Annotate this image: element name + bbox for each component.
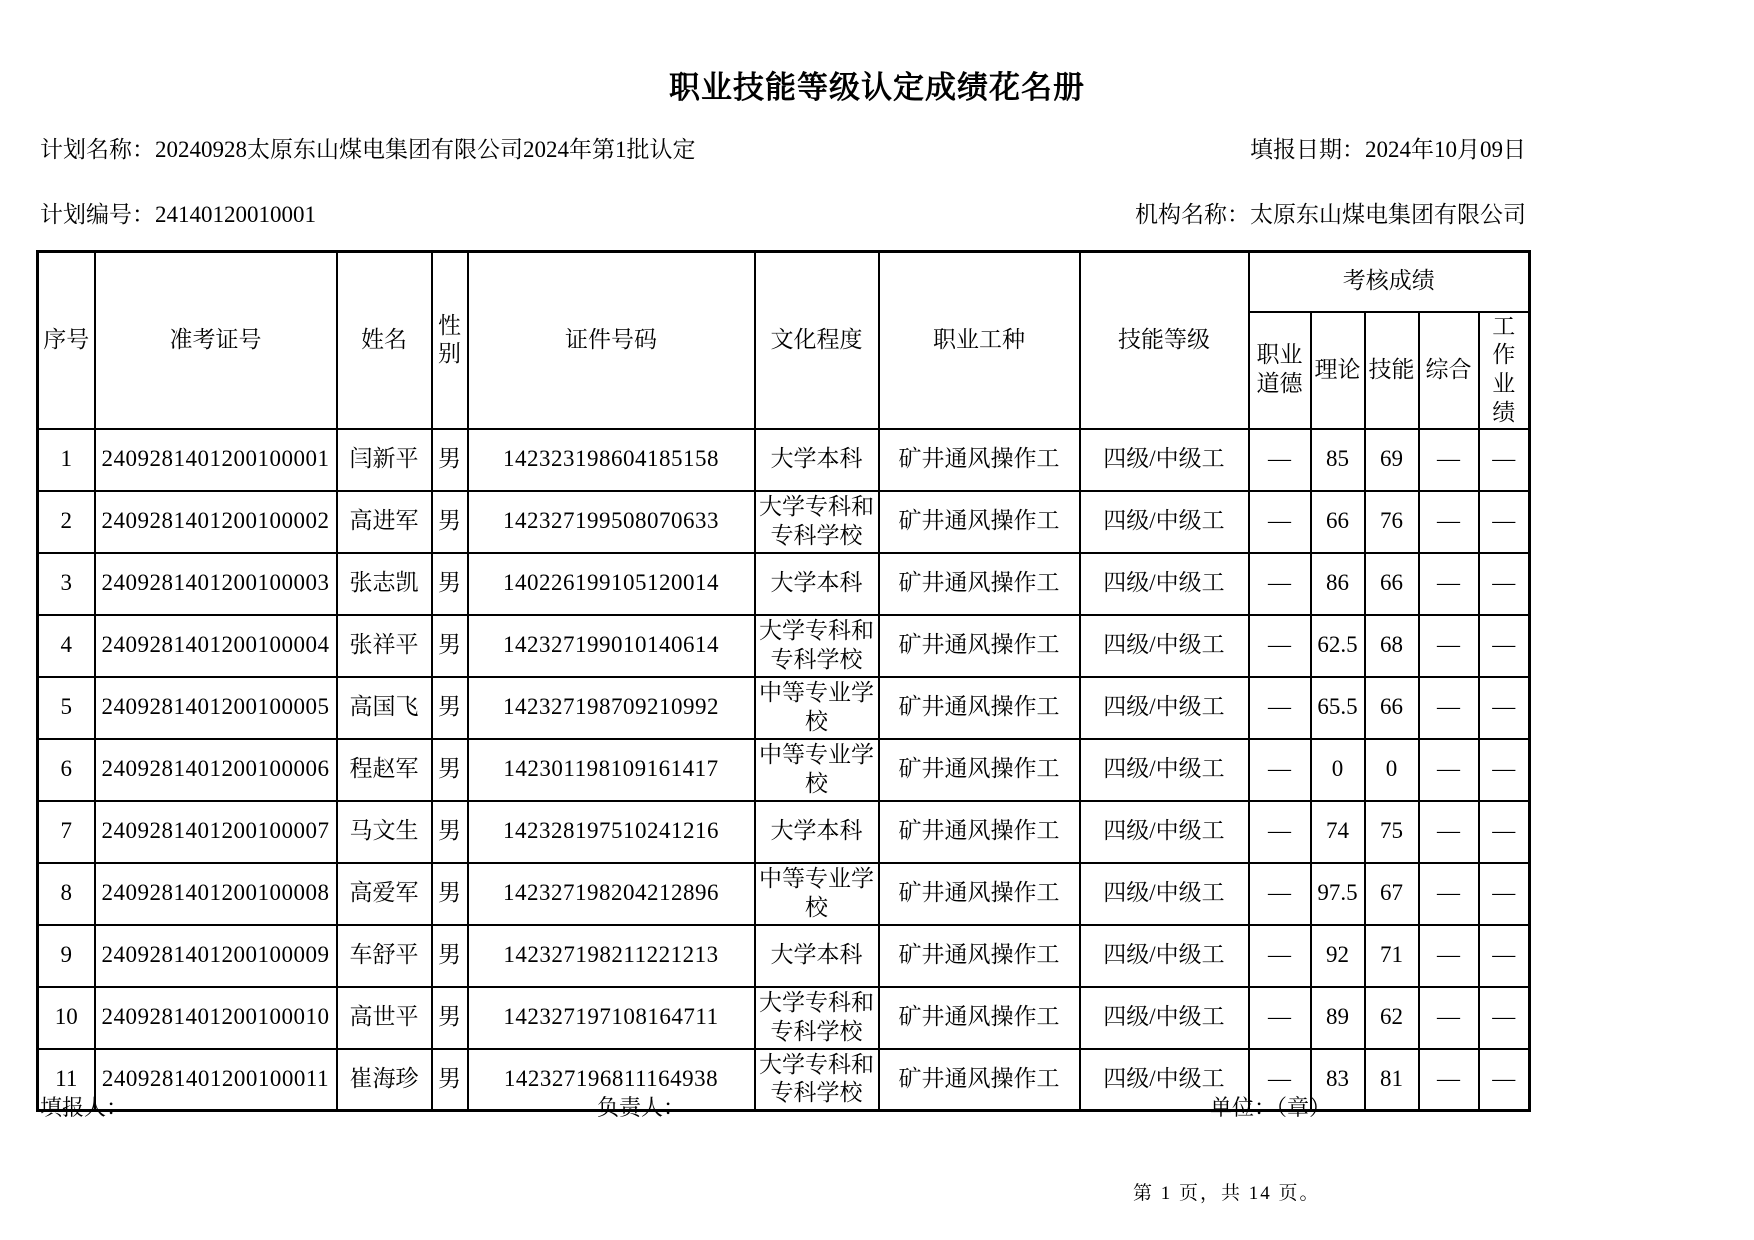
- plan-code: [40, 200, 316, 230]
- cell-skill: 67: [1365, 863, 1419, 925]
- cell-work: —: [1479, 739, 1530, 801]
- header-score-work: 工作业绩: [1479, 312, 1530, 429]
- plan-code-label: 计划编号：: [40, 202, 155, 227]
- cell-gender: 男: [432, 925, 468, 987]
- table-row: [38, 925, 1530, 987]
- header-occupation: 职业工种: [879, 252, 1080, 429]
- cell-name: 张志凯: [337, 553, 432, 615]
- cell-id_no: 142301198109161417: [468, 739, 755, 801]
- cell-skill: 68: [1365, 615, 1419, 677]
- cell-education: 中等专业学校: [755, 863, 879, 925]
- filler-label: 填报人：: [40, 1095, 129, 1120]
- cell-comprehensive: —: [1419, 1049, 1479, 1111]
- table-row: [38, 739, 1530, 801]
- cell-seq: 1: [38, 429, 95, 491]
- cell-skill: 0: [1365, 739, 1419, 801]
- header-row-top: [38, 252, 1530, 312]
- table-row: [38, 491, 1530, 553]
- cell-skill_level: 四级/中级工: [1080, 615, 1249, 677]
- cell-work: —: [1479, 677, 1530, 739]
- header-score-theory: 理论: [1311, 312, 1365, 429]
- cell-ethics: —: [1249, 987, 1311, 1049]
- cell-exam_no: 2409281401200100003: [95, 553, 337, 615]
- cell-exam_no: 2409281401200100009: [95, 925, 337, 987]
- meta-row-1: [40, 135, 1526, 165]
- cell-id_no: 142327196811164938: [468, 1049, 755, 1111]
- cell-occupation: 矿井通风操作工: [879, 429, 1080, 491]
- roster-table-body: [38, 429, 1530, 1111]
- header-score-ethics: 职业道德: [1249, 312, 1311, 429]
- cell-name: 程赵军: [337, 739, 432, 801]
- cell-name: 车舒平: [337, 925, 432, 987]
- cell-occupation: 矿井通风操作工: [879, 491, 1080, 553]
- cell-id_no: 140226199105120014: [468, 553, 755, 615]
- cell-ethics: —: [1249, 863, 1311, 925]
- cell-seq: 3: [38, 553, 95, 615]
- cell-occupation: 矿井通风操作工: [879, 987, 1080, 1049]
- cell-occupation: 矿井通风操作工: [879, 739, 1080, 801]
- cell-gender: 男: [432, 615, 468, 677]
- plan-name: [40, 135, 696, 165]
- cell-ethics: —: [1249, 801, 1311, 863]
- cell-education: 大学本科: [755, 801, 879, 863]
- cell-skill_level: 四级/中级工: [1080, 863, 1249, 925]
- header-id-no: 证件号码: [468, 252, 755, 429]
- cell-id_no: 142327197108164711: [468, 987, 755, 1049]
- page-number-info: 第 1 页，共 14 页。: [1133, 1183, 1321, 1204]
- cell-gender: 男: [432, 677, 468, 739]
- cell-education: 大学专科和专科学校: [755, 491, 879, 553]
- header-score-comprehensive: 综合: [1419, 312, 1479, 429]
- cell-education: 大学专科和专科学校: [755, 615, 879, 677]
- cell-education: 中等专业学校: [755, 739, 879, 801]
- cell-work: —: [1479, 925, 1530, 987]
- cell-work: —: [1479, 863, 1530, 925]
- cell-name: 高爱军: [337, 863, 432, 925]
- cell-ethics: —: [1249, 677, 1311, 739]
- cell-skill_level: 四级/中级工: [1080, 801, 1249, 863]
- cell-education: 大学本科: [755, 553, 879, 615]
- table-row: [38, 615, 1530, 677]
- org-name-value: 太原东山煤电集团有限公司: [1250, 202, 1526, 227]
- cell-ethics: —: [1249, 491, 1311, 553]
- cell-comprehensive: —: [1419, 801, 1479, 863]
- cell-theory: 0: [1311, 739, 1365, 801]
- cell-education: 大学专科和专科学校: [755, 987, 879, 1049]
- cell-id_no: 142327199508070633: [468, 491, 755, 553]
- cell-exam_no: 2409281401200100007: [95, 801, 337, 863]
- cell-comprehensive: —: [1419, 863, 1479, 925]
- cell-education: 大学专科和专科学校: [755, 1049, 879, 1111]
- cell-id_no: 142323198604185158: [468, 429, 755, 491]
- cell-ethics: —: [1249, 553, 1311, 615]
- header-exam-no: 准考证号: [95, 252, 337, 429]
- cell-exam_no: 2409281401200100011: [95, 1049, 337, 1111]
- report-date: [1250, 135, 1526, 165]
- roster-table: [36, 250, 1531, 1112]
- report-date-label: 填报日期：: [1250, 137, 1365, 162]
- cell-name: 高进军: [337, 491, 432, 553]
- table-row: [38, 987, 1530, 1049]
- cell-work: —: [1479, 801, 1530, 863]
- cell-skill_level: 四级/中级工: [1080, 491, 1249, 553]
- plan-code-value: 24140120010001: [155, 202, 316, 227]
- cell-skill: 69: [1365, 429, 1419, 491]
- header-skill-level: 技能等级: [1080, 252, 1249, 429]
- cell-exam_no: 2409281401200100001: [95, 429, 337, 491]
- org-name: [1135, 200, 1526, 230]
- cell-skill: 75: [1365, 801, 1419, 863]
- table-row: [38, 863, 1530, 925]
- plan-name-value: 20240928太原东山煤电集团有限公司2024年第1批认定: [155, 137, 696, 162]
- cell-id_no: 142327199010140614: [468, 615, 755, 677]
- cell-theory: 85: [1311, 429, 1365, 491]
- cell-gender: 男: [432, 429, 468, 491]
- header-name: 姓名: [337, 252, 432, 429]
- report-date-value: 2024年10月09日: [1365, 137, 1526, 162]
- cell-comprehensive: —: [1419, 987, 1479, 1049]
- header-seq: 序号: [38, 252, 95, 429]
- cell-name: 马文生: [337, 801, 432, 863]
- cell-ethics: —: [1249, 429, 1311, 491]
- cell-theory: 97.5: [1311, 863, 1365, 925]
- header-score-skill: 技能: [1365, 312, 1419, 429]
- cell-occupation: 矿井通风操作工: [879, 677, 1080, 739]
- header-education: 文化程度: [755, 252, 879, 429]
- cell-exam_no: 2409281401200100008: [95, 863, 337, 925]
- cell-exam_no: 2409281401200100010: [95, 987, 337, 1049]
- cell-comprehensive: —: [1419, 739, 1479, 801]
- cell-seq: 2: [38, 491, 95, 553]
- table-row: [38, 553, 1530, 615]
- cell-ethics: —: [1249, 739, 1311, 801]
- cell-comprehensive: —: [1419, 429, 1479, 491]
- cell-comprehensive: —: [1419, 925, 1479, 987]
- cell-skill: 71: [1365, 925, 1419, 987]
- cell-exam_no: 2409281401200100004: [95, 615, 337, 677]
- cell-work: —: [1479, 429, 1530, 491]
- cell-theory: 74: [1311, 801, 1365, 863]
- cell-theory: 86: [1311, 553, 1365, 615]
- cell-occupation: 矿井通风操作工: [879, 801, 1080, 863]
- cell-theory: 62.5: [1311, 615, 1365, 677]
- cell-skill_level: 四级/中级工: [1080, 925, 1249, 987]
- cell-comprehensive: —: [1419, 677, 1479, 739]
- cell-work: —: [1479, 553, 1530, 615]
- cell-exam_no: 2409281401200100002: [95, 491, 337, 553]
- cell-work: —: [1479, 491, 1530, 553]
- cell-comprehensive: —: [1419, 553, 1479, 615]
- cell-theory: 65.5: [1311, 677, 1365, 739]
- cell-skill: 81: [1365, 1049, 1419, 1111]
- cell-comprehensive: —: [1419, 491, 1479, 553]
- cell-seq: 5: [38, 677, 95, 739]
- cell-seq: 10: [38, 987, 95, 1049]
- cell-name: 崔海珍: [337, 1049, 432, 1111]
- responsible-label: 负责人：: [597, 1095, 686, 1120]
- cell-gender: 男: [432, 1049, 468, 1111]
- cell-work: —: [1479, 615, 1530, 677]
- cell-skill_level: 四级/中级工: [1080, 429, 1249, 491]
- org-name-label: 机构名称：: [1135, 202, 1250, 227]
- cell-name: 张祥平: [337, 615, 432, 677]
- cell-skill_level: 四级/中级工: [1080, 677, 1249, 739]
- cell-work: —: [1479, 1049, 1530, 1111]
- cell-name: 高国飞: [337, 677, 432, 739]
- page-title: 职业技能等级认定成绩花名册: [669, 70, 1085, 105]
- cell-theory: 83: [1311, 1049, 1365, 1111]
- cell-occupation: 矿井通风操作工: [879, 553, 1080, 615]
- cell-ethics: —: [1249, 1049, 1311, 1111]
- cell-seq: 7: [38, 801, 95, 863]
- cell-id_no: 142327198204212896: [468, 863, 755, 925]
- cell-theory: 66: [1311, 491, 1365, 553]
- cell-skill_level: 四级/中级工: [1080, 739, 1249, 801]
- cell-gender: 男: [432, 801, 468, 863]
- cell-education: 中等专业学校: [755, 677, 879, 739]
- cell-seq: 11: [38, 1049, 95, 1111]
- table-row: [38, 429, 1530, 491]
- cell-skill: 66: [1365, 553, 1419, 615]
- cell-gender: 男: [432, 739, 468, 801]
- roster-table-head: [38, 252, 1530, 429]
- cell-occupation: 矿井通风操作工: [879, 863, 1080, 925]
- cell-education: 大学本科: [755, 925, 879, 987]
- cell-id_no: 142327198709210992: [468, 677, 755, 739]
- header-score-group: 考核成绩: [1249, 252, 1530, 312]
- cell-occupation: 矿井通风操作工: [879, 925, 1080, 987]
- cell-gender: 男: [432, 987, 468, 1049]
- cell-skill_level: 四级/中级工: [1080, 987, 1249, 1049]
- cell-theory: 89: [1311, 987, 1365, 1049]
- table-row: [38, 801, 1530, 863]
- cell-name: 闫新平: [337, 429, 432, 491]
- cell-seq: 9: [38, 925, 95, 987]
- unit-seal-label: 单位：（章）: [1210, 1095, 1332, 1120]
- cell-skill_level: 四级/中级工: [1080, 1049, 1249, 1111]
- cell-name: 高世平: [337, 987, 432, 1049]
- cell-skill_level: 四级/中级工: [1080, 553, 1249, 615]
- cell-occupation: 矿井通风操作工: [879, 615, 1080, 677]
- cell-seq: 8: [38, 863, 95, 925]
- cell-ethics: —: [1249, 615, 1311, 677]
- cell-ethics: —: [1249, 925, 1311, 987]
- cell-comprehensive: —: [1419, 615, 1479, 677]
- cell-exam_no: 2409281401200100006: [95, 739, 337, 801]
- cell-gender: 男: [432, 491, 468, 553]
- header-gender: 性别: [432, 252, 468, 429]
- meta-row-2: [40, 200, 1526, 230]
- cell-seq: 6: [38, 739, 95, 801]
- cell-gender: 男: [432, 863, 468, 925]
- cell-gender: 男: [432, 553, 468, 615]
- cell-skill: 62: [1365, 987, 1419, 1049]
- cell-education: 大学本科: [755, 429, 879, 491]
- cell-work: —: [1479, 987, 1530, 1049]
- cell-id_no: 142328197510241216: [468, 801, 755, 863]
- cell-seq: 4: [38, 615, 95, 677]
- cell-occupation: 矿井通风操作工: [879, 1049, 1080, 1111]
- cell-exam_no: 2409281401200100005: [95, 677, 337, 739]
- cell-theory: 92: [1311, 925, 1365, 987]
- table-row: [38, 677, 1530, 739]
- plan-name-label: 计划名称：: [40, 137, 155, 162]
- cell-skill: 66: [1365, 677, 1419, 739]
- cell-id_no: 142327198211221213: [468, 925, 755, 987]
- cell-skill: 76: [1365, 491, 1419, 553]
